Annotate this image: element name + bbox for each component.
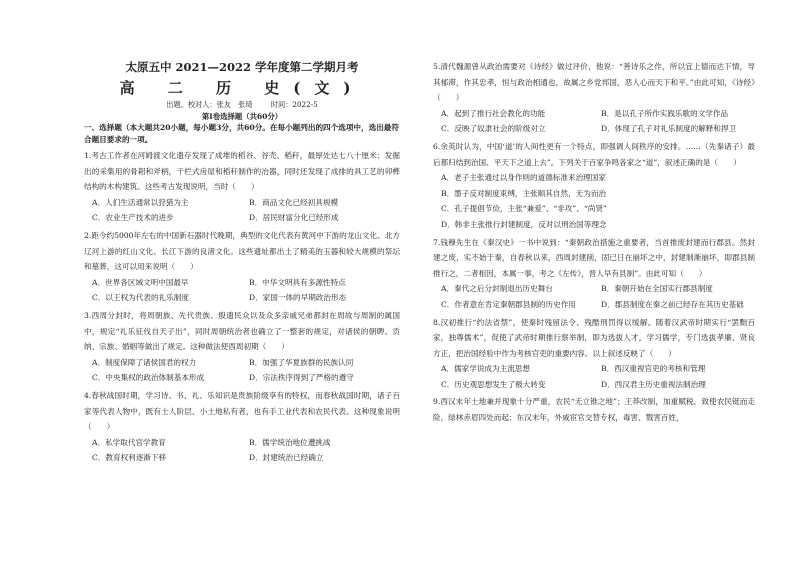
question-text: 8.汉初推行“约法省禁”，使秦时残留法令、残酷刑罚得以缓解。随着汉武帝时期实行“罢黜百家，独尊儒术”，促使了武帝时期推行察举制，即为选拔人才，学习儒学，专门选拔孝廉、贤良方正，把治国经验中作为考核官吏的重要内容。以上叙述反映了（ ） <box>433 317 755 358</box>
question-text: 4.春秋战国时期，学习诗、书、礼、乐知识是贵族阶级享有的特权，而春秋战国时期，诸子百家等代表人物中，既有士人阶层、小土地私有者，也有手工业代表和农民代表。这种现象说明（ ） <box>84 390 400 432</box>
section-instructions: 一、选择题（本大题共20小题，每小题3分，共60分。在每小题列出的四个选项中，选出最符合题目要求的一项。 <box>84 123 399 144</box>
option-c: C．孔子提倡节俭，主张“兼爱”、“非攻”、“尚贤” <box>441 204 607 214</box>
question-9 <box>433 394 755 425</box>
question-text: 2.距今约5000年左右的中国新石器时代晚期，典型的文化代表有黄河中下游的龙山文化、北方辽河上游的红山文化、长江下游的良渚文化。这些遗址都出土了精美的玉器和较大规模的祭坛和墓葬，这可以用来说明（ ） <box>84 230 400 272</box>
option-c: C．农业生产技术的进步 <box>92 213 174 223</box>
question-7 <box>433 235 755 313</box>
option-a: A．私学取代官学教育 <box>92 437 166 447</box>
option-d: D．居民财富分化已经形成 <box>249 213 339 223</box>
option-b: B．商品文化已经初具规模 <box>249 197 339 207</box>
question-5 <box>433 59 755 137</box>
section-title: 第Ⅰ卷选择题（共60分） <box>201 112 283 121</box>
right-column <box>433 57 755 426</box>
question-text: 1.考古工作者在河姆渡文化遗存发现了成堆的稻谷、谷壳、稻秆，最厚处达七八十厘米；发掘出的采集用的骨耜和斧柄，干栏式房屋和稻秆制作的冶器，同时还发现了成排的具工艺的卯榫结构的木构建筑。这些考古发现说明，当时（ ） <box>84 151 400 192</box>
question-1 <box>84 148 400 226</box>
question-3 <box>84 308 400 386</box>
option-b: B．中华文明具有多源性特点 <box>249 277 346 287</box>
option-a: A．儒家学说成为主流思想 <box>441 364 531 374</box>
question-4 <box>84 388 400 466</box>
left-column <box>84 54 400 466</box>
option-a: A．人们生活通常以狩猎为主 <box>92 197 189 207</box>
question-text: 3.西周分封时，将周朝族、先代贵族、殷遗民众以及众多亲戚兄弟都封在周故与周制的属国中，规定“礼乐征伐自天子出”，同时周朝统治者也确立了一整套的规定，对诸侯的朝聘、贡纳、宗族、婚姻等做出了规定。这种做法使西周初期（ ） <box>84 310 400 352</box>
option-a: A．老子主张通过以身作则的道德标准来治理国家 <box>441 173 606 183</box>
option-d: D．体现了孔子对礼乐制度的解释和捍卫 <box>601 124 737 134</box>
option-c: C．中央集权的政治体制基本形成 <box>92 373 205 383</box>
exam-date: 时间：2022-5 <box>270 100 318 109</box>
option-d: D．家国一体的早期政治形态 <box>249 293 347 303</box>
option-a: A．制度保障了诸侯国君的权力 <box>92 357 197 367</box>
exam-meta <box>84 99 400 111</box>
option-d: D．西汉君主历史重视法制治理 <box>601 379 706 389</box>
question-8 <box>433 315 755 393</box>
option-b: B．是以孔子所作实践乐歌的文学作品 <box>601 108 729 118</box>
question-text: 9.西汉末年土地兼并现象十分严重，农民“无立锥之地”；王莽改制，加重赋税，致使农民铤而走险，绿林赤眉四处而起；东汉末年，外戚宦官交替专权，毒害、戮害百姓， <box>433 397 755 423</box>
option-c: C．以王权为代表的礼乐制度 <box>92 293 189 303</box>
question-2 <box>84 228 400 306</box>
option-c: C．作者意在肯定秦朝郡县制的历史作用 <box>441 299 576 309</box>
option-a: A．世界各区域文明中国最早 <box>92 277 189 287</box>
exam-title: 太原五中 2021—2022 学年度第二学期月考 <box>125 60 359 74</box>
exam-setter: 出题、校对人：张友 张琦 <box>166 100 253 109</box>
exam-subject: 高 二 历 史(文) <box>119 79 365 97</box>
question-text: 7.钱穆先生在《秦汉史》一书中说到：“秦朝政治措施之重要者，当首推废封建而行郡县。然封建之废，实不始于秦，自春秋以来，西周封建削，固已日在崩坏之中，封建制渐崩坏，即郡县制推行之，二者相因，本属一事，考之《左传》，晋人早有县制”。由此可知（ ） <box>433 237 755 278</box>
option-b: B．儒学统治地位遭挑战 <box>249 437 331 447</box>
option-b: B．墨子反对制度束缚，主张顺其自然，无为而治 <box>441 188 607 198</box>
option-a: A．秦代之后分封制退出历史舞台 <box>441 284 553 294</box>
option-d: D．宗法秩序得到了严格的遵守 <box>249 373 354 383</box>
option-a: A．起到了推行社会教化的功能 <box>441 108 546 118</box>
option-c: C．历史观思想发生了极大转变 <box>441 379 546 389</box>
option-c: C．反映了奴隶社会的阶级对立 <box>441 124 546 134</box>
option-d: D．郡县制度在秦之前已经存在其历史基础 <box>601 299 744 309</box>
question-text: 5.清代魏源曾从政治需要对《诗经》做过评价，他说：“善诗乐之作，所以宜上德而达下情，导其郁滞，作其忠孝，恒与政治相通也，故属之乡党邦国，恶人心而天下和平。”由此可知，《诗经》（ ） <box>433 62 755 103</box>
option-c: C．教育权利逐渐下移 <box>92 453 167 463</box>
option-b: B．秦朝开始在全国实行郡县制度 <box>601 284 713 294</box>
option-b: B．西汉重视官吏的考核和管理 <box>601 364 706 374</box>
question-text: 6.余英时认为，中国‘道’的人间性更有一个特点，即强调人间秩序的安排。……（先秦诸子）最后都归结到治国、平天下之道上去”。下列关于百家争鸣各家之“道”，叙述正确的是（ ） <box>433 141 755 167</box>
option-d: D．封建统治已经确立 <box>249 453 324 463</box>
question-6 <box>433 139 755 233</box>
option-d: D．韩非主张推行封建制度，反对以刑治国等理念 <box>441 219 607 229</box>
option-b: B．加强了华夏族群的民族认同 <box>249 357 354 367</box>
